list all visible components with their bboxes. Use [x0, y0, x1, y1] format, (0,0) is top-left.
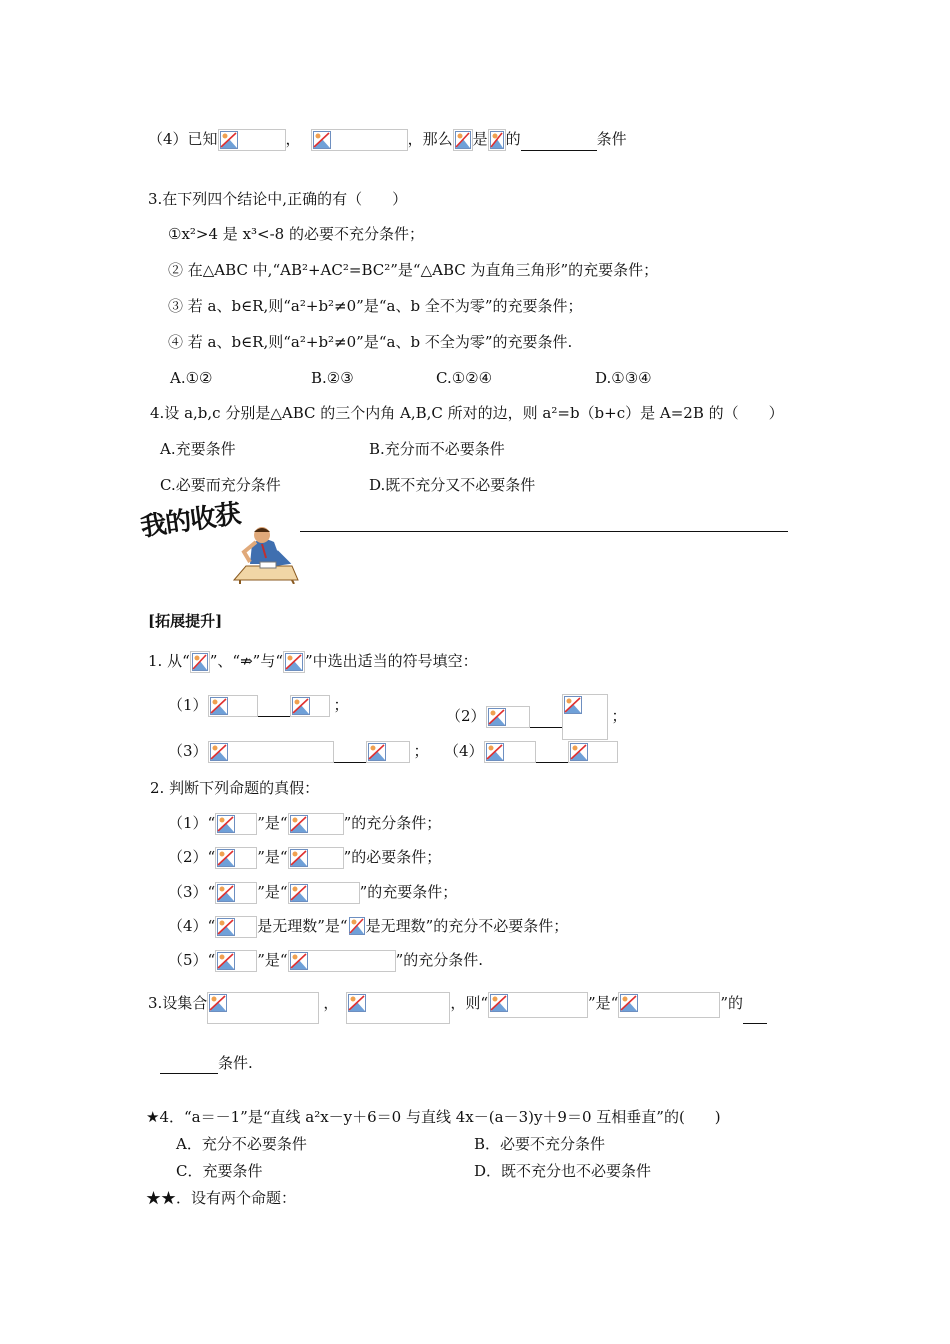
formula-image [288, 950, 396, 972]
formula-image [484, 741, 536, 763]
q3-option-d: D.①③④ [595, 369, 652, 387]
q3-statement-2: ② 在△ABC 中,“AB²+AC²=BC²”是“△ABC 为直角三角形”的充要条件； [168, 261, 659, 279]
q4-stem: 4.设 a,b,c 分别是△ABC 的三个内角 A,B,C 所对的边，则 a²=b（b+c）是 A=2B 的（ ） [150, 404, 784, 422]
q3-statement-1: ①x²>4 是 x³<-8 的必要不充分条件； [168, 225, 424, 243]
formula-image [215, 847, 257, 869]
q3-option-b: B.②③ [311, 369, 354, 387]
formula-image [453, 129, 473, 151]
q4-option-d: D.既不充分又不必要条件 [369, 476, 536, 494]
answer-blank [743, 1007, 767, 1024]
answer-blank [258, 700, 290, 717]
ext-q2-row-3: （3）“ ”是“ ”的充要条件； [168, 881, 457, 904]
formula-image [348, 916, 366, 938]
answer-blank [160, 1057, 218, 1074]
formula-image [207, 992, 319, 1024]
ext-q1-item-4: （4） [444, 740, 618, 763]
ext-q3-line-2: 条件. [160, 1052, 253, 1074]
formula-image [486, 706, 530, 728]
formula-image [288, 882, 360, 904]
extend-title: [拓展提升] [148, 612, 223, 630]
ext-q4-option-b: B．必要不充分条件 [474, 1135, 606, 1153]
formula-image [488, 992, 588, 1018]
ext-q4-stem: ★4．“a＝－1”是“直线 a²x－y＋6＝0 与直线 4x－(a－3)y＋9＝0 互相垂直”的( ) [146, 1108, 721, 1126]
q3-stem: 3.在下列四个结论中,正确的有（ ） [148, 190, 408, 208]
formula-image [366, 741, 410, 763]
formula-image [288, 847, 344, 869]
formula-image [288, 813, 344, 835]
formula-image [208, 695, 258, 717]
formula-image [346, 992, 450, 1024]
answer-blank [530, 711, 562, 728]
formula-image [283, 651, 305, 673]
q3-statement-3: ③ 若 a、b∈R,则“a²+b²≠0”是“a、b 全不为零”的充要条件； [168, 297, 583, 315]
formula-image [215, 882, 257, 904]
formula-image [190, 651, 210, 673]
ext-q4-option-d: D．既不充分也不必要条件 [474, 1162, 652, 1180]
ext-q1-stem: 1. 从“ ”、“⇏”与“ ”中选出适当的符号填空： [148, 650, 478, 673]
ext-q4-option-c: C．充要条件 [176, 1162, 263, 1180]
formula-image [215, 813, 257, 835]
answer-blank [334, 746, 366, 763]
q4-line: （4）已知 ， ，那么 是 的 条件 [148, 128, 627, 151]
formula-image [618, 992, 720, 1018]
ext-q2-row-2: （2）“ ”是“ ”的必要条件； [168, 846, 441, 869]
harvest-line [300, 531, 788, 532]
answer-blank [536, 746, 568, 763]
harvest-title: 我的收获 [138, 499, 242, 543]
ext-q1-item-2: （2） ； [446, 694, 627, 728]
q3-statement-4: ④ 若 a、b∈R,则“a²+b²≠0”是“a、b 不全为零”的充要条件. [168, 333, 573, 351]
formula-image [218, 129, 286, 151]
ext-q2-stem: 2. 判断下列命题的真假： [150, 779, 320, 797]
formula-image [568, 741, 618, 763]
ext-q2-row-5: （5）“ ”是“ ”的充分条件. [168, 949, 483, 972]
thinking-man-illustration [232, 522, 302, 584]
q4-option-c: C.必要而充分条件 [160, 476, 281, 494]
ext-q2-row-4: （4）“ 是无理数”是“ 是无理数”的充分不必要条件； [168, 915, 568, 938]
q4-option-b: B.充分而不必要条件 [369, 440, 505, 458]
formula-image [215, 950, 257, 972]
answer-blank [521, 134, 597, 151]
formula-image [311, 129, 408, 151]
formula-image [215, 916, 257, 938]
ext-q3-line-1: 3.设集合 ， ，则“ ”是“ ”的 [148, 992, 767, 1024]
ext-q1-item-1: （1） ； [168, 694, 349, 717]
q3-option-c: C.①②④ [436, 369, 493, 387]
q3-option-a: A.①② [170, 369, 213, 387]
formula-image [488, 129, 506, 151]
ext-q5-stem: ★★．设有两个命题： [146, 1189, 297, 1207]
not-imply-symbol: ⇏ [240, 652, 253, 670]
q4-option-a: A.充要条件 [160, 440, 236, 458]
formula-image [208, 741, 334, 763]
ext-q2-row-1: （1）“ ”是“ ”的充分条件； [168, 812, 441, 835]
formula-image [290, 695, 330, 717]
formula-image [562, 694, 608, 740]
ext-q1-item-3: （3） ； [168, 740, 429, 763]
ext-q4-option-a: A．充分不必要条件 [176, 1135, 307, 1153]
